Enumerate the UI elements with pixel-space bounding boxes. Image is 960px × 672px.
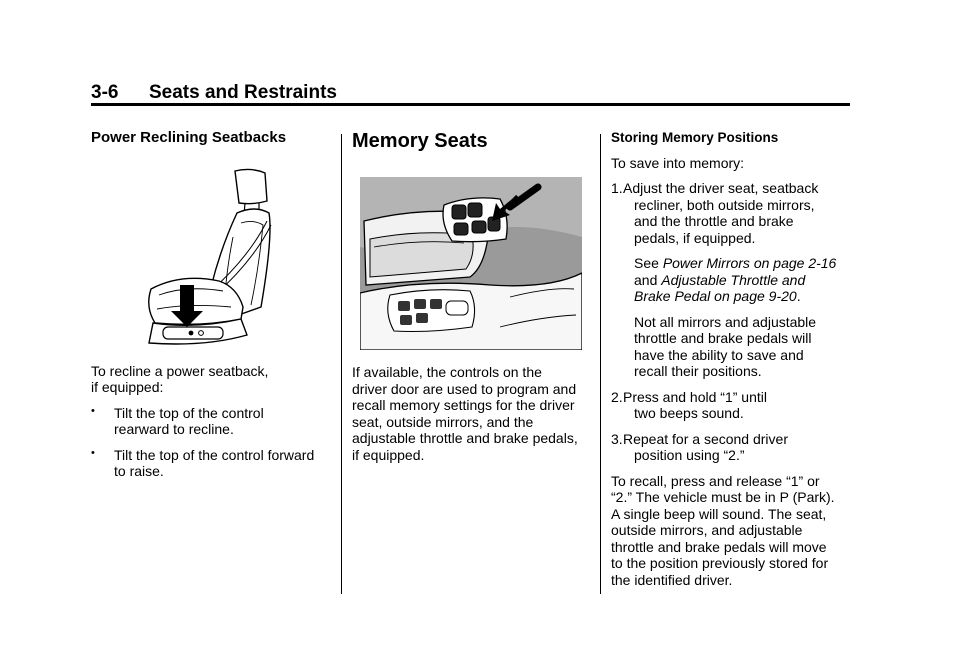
cross-reference-link[interactable]: Power Mirrors on page 2-16 bbox=[662, 255, 837, 271]
body-line: To recall, press and release “1” or bbox=[611, 472, 820, 489]
step-number: 2. bbox=[611, 388, 623, 405]
step-line: and the throttle and brake bbox=[634, 213, 794, 229]
note-line: Not all mirrors and adjustable bbox=[634, 313, 817, 330]
bullet-icon: • bbox=[91, 404, 95, 417]
step-line: two beeps sound. bbox=[634, 405, 744, 421]
note-line: throttle and brake pedals will bbox=[634, 330, 812, 346]
page-header bbox=[91, 82, 337, 104]
body-line: “2.” The vehicle must be in P (Park). bbox=[611, 489, 835, 505]
body-line: throttle and brake pedals will move bbox=[611, 538, 827, 555]
body-line: seat, outside mirrors, and the bbox=[352, 413, 534, 430]
door-controls-illustration bbox=[360, 177, 592, 350]
seat-illustration bbox=[141, 167, 331, 349]
note-line: have the ability to save and bbox=[634, 346, 804, 363]
intro-line: To recline a power seatback, bbox=[91, 362, 269, 379]
list-item-line: Tilt the top of the control forward bbox=[114, 446, 315, 463]
subsection-heading: Storing Memory Positions bbox=[611, 130, 779, 145]
bullet-icon: • bbox=[91, 446, 95, 459]
see-word: See bbox=[634, 255, 659, 271]
section-heading: Memory Seats bbox=[352, 130, 488, 152]
numbered-step bbox=[611, 180, 861, 380]
step-number: 1. bbox=[611, 180, 623, 196]
column-storing-memory bbox=[611, 130, 861, 588]
column-memory-seats bbox=[352, 130, 592, 463]
cross-reference-line bbox=[634, 272, 861, 289]
section-title: Seats and Restraints bbox=[149, 82, 337, 103]
note-line: recall their positions. bbox=[634, 363, 762, 379]
numbered-step bbox=[611, 389, 861, 422]
cross-reference-line bbox=[634, 288, 861, 305]
body-line: outside mirrors, and adjustable bbox=[611, 522, 803, 538]
body-line: recall memory settings for the driver bbox=[352, 397, 575, 413]
column-divider bbox=[600, 134, 601, 594]
intro-line: if equipped: bbox=[91, 379, 164, 395]
step-line: Repeat for a second driver bbox=[623, 430, 788, 447]
period: . bbox=[796, 288, 801, 304]
list-item bbox=[91, 405, 331, 438]
list-item-line: rearward to recline. bbox=[114, 421, 234, 437]
step-line: Press and hold “1” until bbox=[623, 388, 767, 405]
column-divider bbox=[341, 134, 342, 594]
body-line: to the position previously stored for bbox=[611, 555, 829, 571]
body-line: driver door are used to program and bbox=[352, 380, 577, 397]
and-word: and bbox=[634, 271, 658, 288]
step-line: position using “2.” bbox=[634, 447, 745, 463]
body-line: if equipped. bbox=[352, 446, 425, 463]
step-number: 3. bbox=[611, 430, 623, 447]
intro-line: To save into memory: bbox=[611, 154, 745, 171]
step-line: Adjust the driver seat, seatback bbox=[623, 180, 819, 196]
step-line: pedals, if equipped. bbox=[634, 229, 756, 246]
cross-reference-link[interactable]: Brake Pedal on page 9-20 bbox=[634, 288, 797, 304]
list-item bbox=[91, 447, 331, 480]
list-item-line: Tilt the top of the control bbox=[114, 404, 264, 421]
column-power-reclining bbox=[91, 130, 331, 480]
page-number: 3-6 bbox=[91, 82, 119, 103]
cross-reference-line bbox=[634, 255, 861, 272]
cross-reference-link[interactable]: Adjustable Throttle and bbox=[661, 271, 806, 288]
step-line: recliner, both outside mirrors, bbox=[634, 196, 815, 213]
list-item-line: to raise. bbox=[114, 463, 164, 479]
body-line: adjustable throttle and brake pedals, bbox=[352, 430, 578, 446]
section-heading: Power Reclining Seatbacks bbox=[91, 129, 287, 146]
numbered-step bbox=[611, 431, 861, 464]
body-line: If available, the controls on the bbox=[352, 364, 542, 380]
body-line: A single beep will sound. The seat, bbox=[611, 505, 827, 522]
body-line: the identified driver. bbox=[611, 571, 733, 588]
header-rule bbox=[91, 103, 850, 106]
